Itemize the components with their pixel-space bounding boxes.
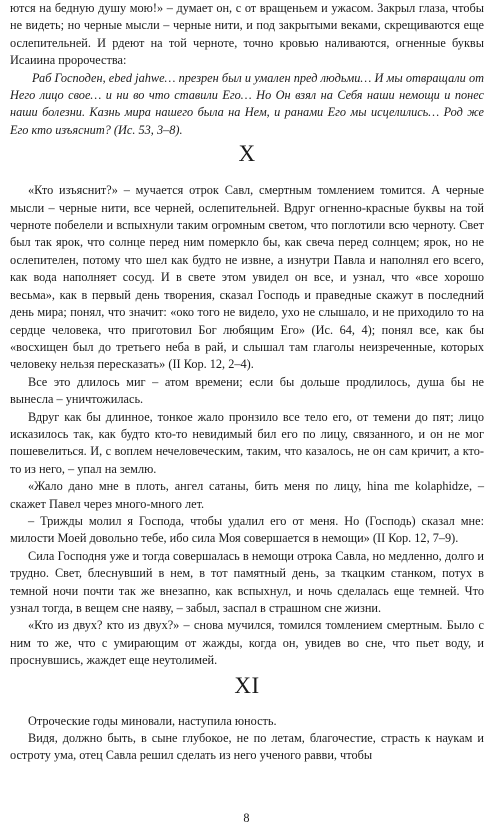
page-number: 8 [243,811,250,825]
paragraph: Видя, должно быть, в сыне глубокое, не по летам, благочестие, страсть к наукам и остроту ума, отец Савла решил сделать из него ученого равви, чтобы [10,731,484,763]
paragraph: – Трижды молил я Господа, чтобы удалил его от меня. Но (Господь) сказал мне: милости Моей довольно тебе, ибо сила Моя совершается в немощи» (II Кор. 12, 7–9). [10,513,484,546]
paragraph: Все это длилось миг – атом времени; если бы дольше продлилось, душа бы не вынесла – уничтожилась. [10,374,484,407]
page-text [10,0,484,765]
paragraph: «Кто изъяснит?» – мучается отрок Савл, смертным томлением томится. А черные мысли – черные нити, все черней, ослепительней. Вдруг огненно-красные буквы на той черноте побелели и вспыхнули таким огромным светом, что поглотили всю черноту. Свет был так ярок, что солнце перед ним померкло бы, как свеча перед солнцем; ярок, но не ослепителен, потому что шел как будто не извне, а изнутри Павла и наполнял его всего, как вода наполняет сосуд. И в свете этом увидел он все, и узнал, что «все хорошо весьма», как в первый день творения, сказал Господь и праведные скажут в последний день мира; понял, что значит: «око того не видело, ухо не слышало, и не приходило то на сердце человека, что приготовил Бог любящим Его» (Ис. 64, 4); понял все, как бы «восхищен был до третьего неба в рай, и слышал там глаголы неизреченные, которых человеку нельзя пересказать» (II Кор. 12, 2–4). [10,183,484,372]
isaiah-quote: Раб Господен, ebed jahwe… презрен был и умален пред людьми… И мы отвращали от Него лицо свое… и ни во что ставили Его… Но Он взял на Себя наши немощи и понес наши болезни. Казнь мира нашего была на Нем, и ранами Его мы исцелились… Род же Его кто изъяснит? (Ис. 53, 3–8). [10,70,484,137]
paragraph: Вдруг как бы длинное, тонкое жало пронзило все тело его, от темени до пят; лицо исказилось так, как будто кто-то невидимый бил его по лицу, связанного, и он не мог пошевелиться. И, с воплем нечеловеческим, таким, что казалось, не он сам кричит, а кто-то из него, – упал на землю. [10,409,484,476]
paragraph: «Кто из двух? кто из двух?» – снова мучился, томился томлением смертным. Было с ним то же, что с умирающим от жажды, когда он, увидев во сне, что пьет воду, и проснувшись, жаждет еще неутолимей. [10,618,484,668]
paragraph-continuation: ются на бедную душу мою!» – думает он, с от вращеньем и ужасом. Закрыл глаза, чтобы не видеть; но черные мысли – черные нити, и под закрытыми веками, скрещиваются еще ослепительней. И рдеют на той черноте, точно кровью наливаются, огненные буквы Исаиина пророчества: [10,1,484,68]
chapter-heading-xi: XI [234,672,260,698]
paragraph: Сила Господня уже и тогда совершалась в немощи отрока Савла, но медленно, долго и трудно. Свет, блеснувший в нем, в тот памятный день, за ткацким станком, потух в темной ночи почти так же внезапно, как вспыхнул, и ночь сделалась еще темней. Что узнал тогда, в вещем сне наяву, – забыл, заспал в страшном сне жизни. [10,548,484,615]
chapter-heading-x: X [238,141,256,167]
paragraph: Отроческие годы миновали, наступила юность. [28,713,277,728]
paragraph: «Жало дано мне в плоть, ангел сатаны, бить меня по лицу, hina me kolaphidze, – скажет Павел через много-много лет. [10,479,484,511]
